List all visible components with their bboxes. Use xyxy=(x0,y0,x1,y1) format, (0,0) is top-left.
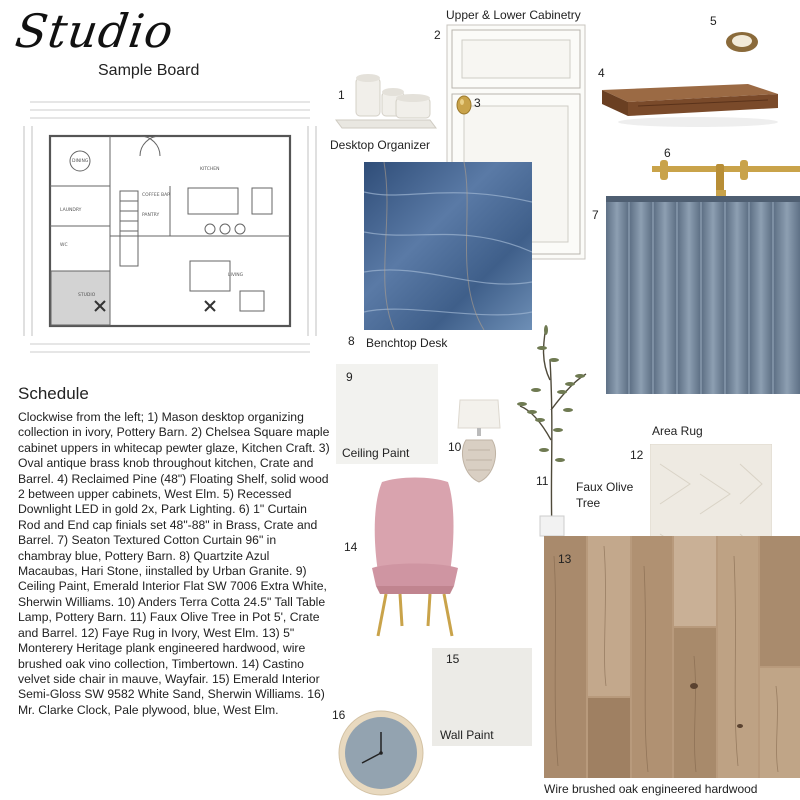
wall-paint-label: Wall Paint xyxy=(440,728,494,742)
room-label: COFFEE BAR xyxy=(142,193,171,198)
area-rug-label: Area Rug xyxy=(652,424,703,438)
curtain-rod-image xyxy=(652,156,800,200)
floating-shelf-image xyxy=(598,80,784,132)
ceiling-paint-label: Ceiling Paint xyxy=(342,446,410,460)
cabinetry-label: Upper & Lower Cabinetry xyxy=(446,8,581,22)
room-label: WC xyxy=(60,243,68,248)
item-number: 11 xyxy=(536,474,549,488)
schedule-title: Schedule xyxy=(18,384,89,403)
desktop-organizer-label: Desktop Organizer xyxy=(330,138,431,152)
hardwood-floor-image xyxy=(544,536,800,778)
curtain-image xyxy=(606,196,800,394)
item-number: 6 xyxy=(664,146,671,160)
item-number: 15 xyxy=(446,652,460,666)
item-number: 12 xyxy=(630,448,644,462)
item-number: 5 xyxy=(710,14,717,28)
item-number: 10 xyxy=(448,440,462,454)
item-number: 14 xyxy=(344,540,358,554)
board-subtitle: Sample Board xyxy=(98,62,200,79)
olive-tree-label: Faux Olive xyxy=(576,480,634,494)
hardwood-label: Wire brushed oak engineered hardwood xyxy=(544,782,758,796)
olive-tree-label: Tree xyxy=(576,496,601,510)
room-label: STUDIO xyxy=(78,293,96,298)
item-number: 3 xyxy=(474,96,481,110)
table-lamp-image xyxy=(454,396,504,486)
room-label: LIVING xyxy=(228,273,244,278)
item-number: 4 xyxy=(598,66,605,80)
brass-knob-icon xyxy=(454,94,474,116)
room-label: DINING xyxy=(72,159,89,164)
room-label: LAUNDRY xyxy=(60,208,82,213)
benchtop-label: Benchtop Desk xyxy=(366,336,448,350)
wall-clock-image xyxy=(336,708,426,798)
schedule-text: Clockwise from the left; 1) Mason desktop organizing collection in ivory, Pottery Barn. 2) Chelsea Square maple cabinet uppers in whitecap pewter glaze, Kitchen Craft. 3) Oval antique brass knob throughout kitchen, Crate and Barrel. 4) Reclaimed Pine (48") Floating Shelf, solid wood 2 between upper cabinets, West Elm. 5) Recessed Downlight LED in gold 2x, Park Lighting. 6) 1" Curtain Rod and End cap finials set 48"-88" in Brass, Crate and Barrel. 7) Seaton Textured Cotton Curtain 96" in chambray blue, Pottery Barn. 8) Quartzite Azul Macaubas, Hari Stone, iinstalled by Urban Granite. 9) Ceiling Paint, Emerald Interior Flat SW 7006 Extra White, Sherwin Williams. 10) Anders Terra Cotta 24.5" Tall Table Lamp, Pottery Barn. 11) Faux Olive Tree in Pot 5', Crate and Barrel. 12) Faye Rug in Ivory, West Elm. 13) 5" Monterery Heritage plank engineered hardwood, wire brushed oak vino collection, Timbertown. 14) Castino velvet side chair in mauve, Wayfair. 15) Emerald Interior Semi-Gloss SW 9582 White Sand, Sherwin Williams. 16) Mr. Clarke Clock, Pale plywood, blue, West Elm. xyxy=(18,410,330,717)
item-number: 1 xyxy=(338,88,345,102)
item-number: 13 xyxy=(558,552,572,566)
item-number: 9 xyxy=(346,370,353,384)
downlight-image xyxy=(724,30,760,54)
item-number: 7 xyxy=(592,208,599,222)
board-title: Studio xyxy=(12,4,178,58)
item-number: 16 xyxy=(332,708,346,722)
floor-plan xyxy=(20,96,320,366)
item-number: 2 xyxy=(434,28,441,42)
room-label: PANTRY xyxy=(142,213,160,218)
quartzite-benchtop-image xyxy=(364,162,532,330)
item-number: 8 xyxy=(348,334,355,348)
desktop-organizer-image xyxy=(330,68,442,136)
velvet-chair-image xyxy=(360,476,468,638)
room-label: KITCHEN xyxy=(200,167,220,172)
